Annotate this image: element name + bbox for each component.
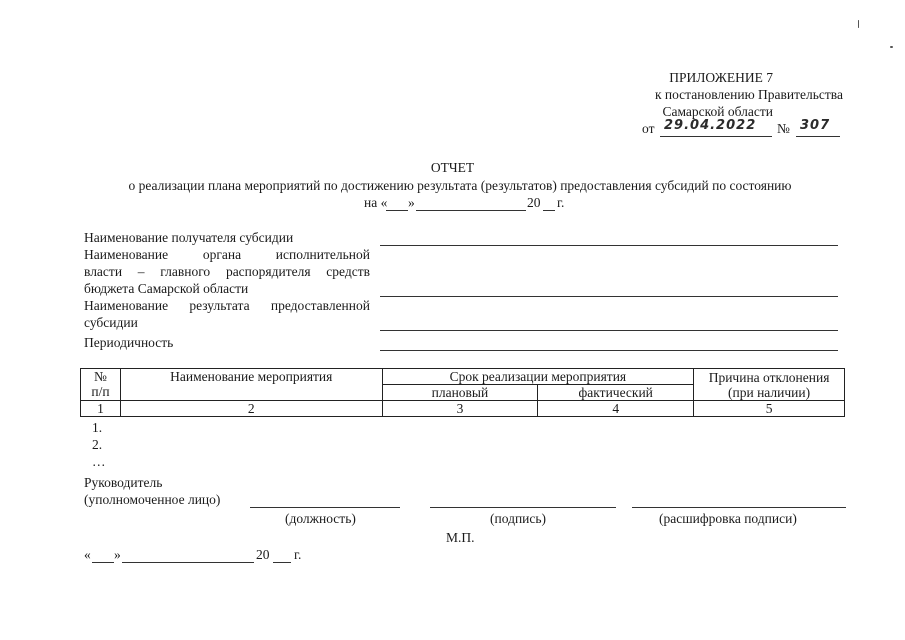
stamp-label: М.П. bbox=[446, 530, 475, 545]
list-item: … bbox=[92, 454, 106, 469]
report-as-of-suffix: г. bbox=[557, 195, 565, 210]
appendix-number-handwritten: 307 bbox=[800, 118, 831, 133]
authorized-person-label: (уполномоченное лицо) bbox=[84, 492, 221, 507]
position-line bbox=[250, 507, 400, 508]
index-cell: 5 bbox=[694, 401, 845, 417]
periodicity-label: Периодичность bbox=[84, 335, 174, 350]
index-cell: 4 bbox=[538, 401, 694, 417]
activities-table bbox=[80, 368, 845, 417]
signature-caption: (подпись) bbox=[490, 511, 547, 526]
appendix-number-label: № bbox=[777, 121, 790, 136]
position-caption: (должность) bbox=[285, 511, 356, 526]
date-suffix: г. bbox=[294, 547, 302, 562]
appendix-line-1: к постановлению Правительства bbox=[654, 87, 843, 102]
report-title: ОТЧЕТ bbox=[430, 160, 475, 175]
appendix-date-handwritten: 29.04.2022 bbox=[664, 118, 757, 133]
result-label-line-2: субсидии bbox=[84, 315, 138, 330]
appendix-title: ПРИЛОЖЕНИЕ 7 bbox=[669, 70, 773, 85]
report-as-of-prefix: на « bbox=[364, 195, 388, 210]
result-value-line bbox=[380, 330, 838, 331]
header-number bbox=[81, 369, 121, 401]
header-activity-name: Наименование мероприятия bbox=[120, 369, 382, 401]
header-actual: фактический bbox=[538, 385, 694, 401]
date-mid: » bbox=[114, 547, 121, 562]
list-item: 2. bbox=[92, 437, 103, 452]
appendix-from-label: от bbox=[642, 121, 655, 136]
report-as-of-year-line bbox=[543, 210, 555, 211]
report-as-of-mid: » bbox=[408, 195, 415, 210]
authority-label-line-3: бюджета Самарской области bbox=[84, 281, 249, 296]
header-deviation-reason bbox=[694, 369, 845, 401]
header-number-line-1: № bbox=[94, 369, 107, 384]
header-number-line-2: п/п bbox=[91, 384, 110, 399]
authority-value-line bbox=[380, 296, 838, 297]
header-planned: плановый bbox=[382, 385, 538, 401]
report-as-of-month-line bbox=[416, 210, 526, 211]
date-month-line bbox=[122, 562, 254, 563]
decoding-line bbox=[632, 507, 846, 508]
table-header-row bbox=[81, 369, 845, 385]
date-year: 20 bbox=[256, 547, 270, 562]
date-year-line bbox=[273, 562, 291, 563]
appendix-line-2: Самарской области bbox=[662, 104, 773, 119]
report-as-of-day-line bbox=[386, 210, 408, 211]
index-cell: 2 bbox=[120, 401, 382, 417]
header-deviation-reason-line-2: (при наличии) bbox=[728, 385, 811, 400]
table-index-row bbox=[81, 401, 845, 417]
recipient-value-line bbox=[380, 245, 838, 246]
authority-label-line-2: власти – главного распорядителя средств bbox=[84, 264, 370, 279]
scan-speck bbox=[858, 20, 859, 28]
scan-speck bbox=[890, 46, 893, 48]
decoding-caption: (расшифровка подписи) bbox=[659, 511, 797, 526]
periodicity-value-line bbox=[380, 350, 838, 351]
report-subtitle: о реализации плана мероприятий по достижению результата (результатов) предоставления субсидий по состоянию bbox=[128, 178, 792, 193]
appendix-date-underline bbox=[660, 136, 772, 137]
date-prefix: « bbox=[84, 547, 91, 562]
signature-line bbox=[430, 507, 616, 508]
authority-label-line-1: Наименование органа исполнительной bbox=[84, 247, 370, 262]
recipient-label: Наименование получателя субсидии bbox=[84, 230, 294, 245]
index-cell: 3 bbox=[382, 401, 538, 417]
date-day-line bbox=[92, 562, 114, 563]
result-label-line-1: Наименование результата предоставленной bbox=[84, 298, 370, 313]
report-as-of-year: 20 bbox=[527, 195, 541, 210]
list-item: 1. bbox=[92, 420, 103, 435]
header-implementation-term: Срок реализации мероприятия bbox=[382, 369, 694, 385]
index-cell: 1 bbox=[81, 401, 121, 417]
appendix-number-underline bbox=[796, 136, 840, 137]
header-deviation-reason-line-1: Причина отклонения bbox=[708, 370, 830, 385]
head-label: Руководитель bbox=[84, 475, 163, 490]
